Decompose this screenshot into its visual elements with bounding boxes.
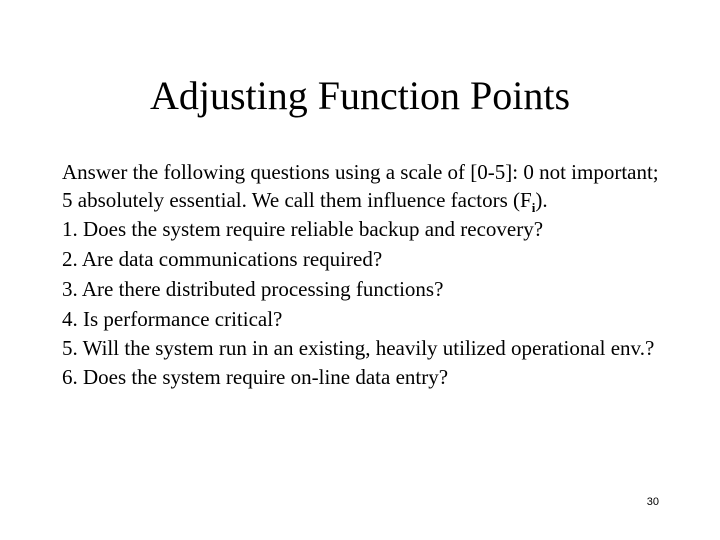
question-5: 5. Will the system run in an existing, heavily utilized operational env.?	[62, 336, 655, 360]
intro-subscript: i	[531, 200, 536, 215]
slide-body	[62, 158, 662, 392]
question-4: 4. Is performance critical?	[62, 307, 283, 331]
question-3: 3. Are there distributed processing functions?	[62, 277, 444, 301]
slide-title: Adjusting Function Points	[149, 73, 571, 118]
question-6: 6. Does the system require on-line data entry?	[62, 365, 449, 389]
question-2: 2. Are data communications required?	[62, 247, 383, 271]
page-number: 30	[646, 496, 659, 508]
intro-suffix: ).	[535, 188, 548, 212]
question-1: 1. Does the system require reliable backup and recovery?	[62, 217, 544, 241]
intro-text	[62, 158, 662, 214]
intro-prefix: Answer the following questions using a scale of [0-5]: 0 not important; 5 absolutely essential. We call them influence factors (F	[62, 160, 659, 212]
